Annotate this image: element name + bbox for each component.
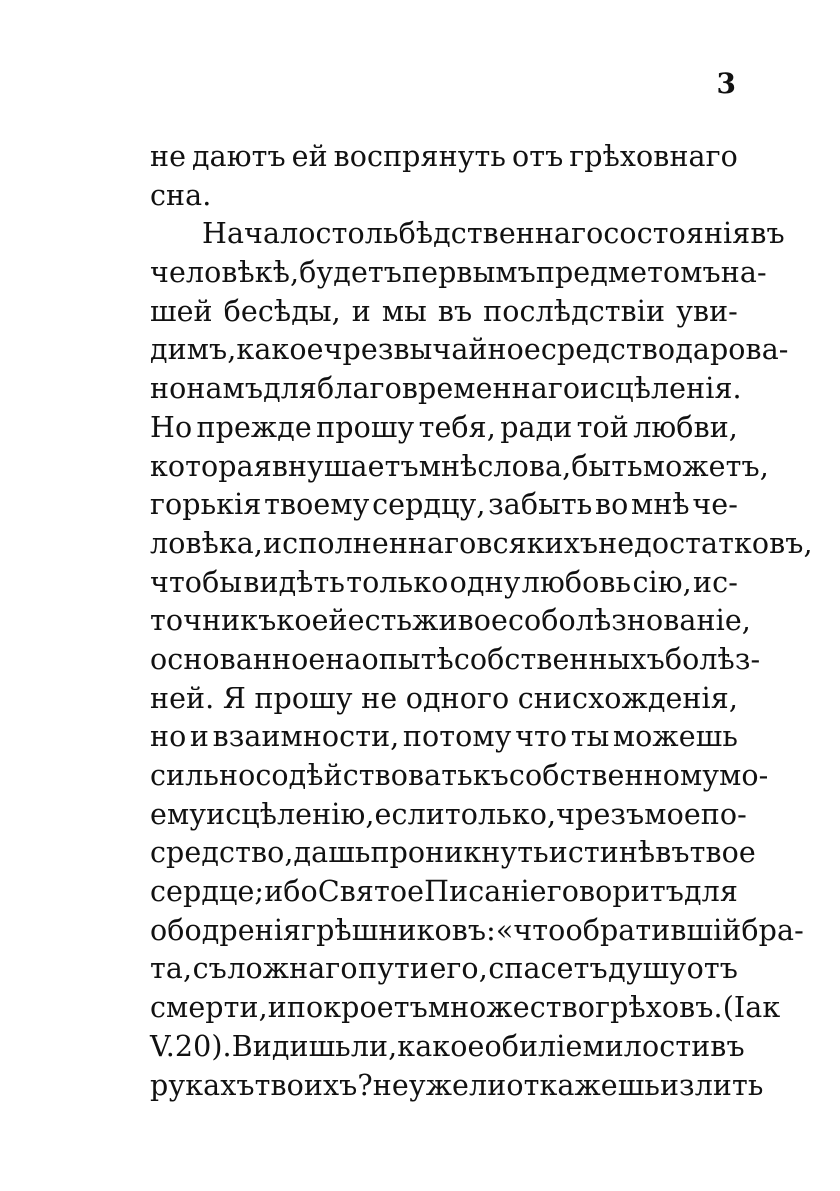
text-line: сильно содѣйствовать къ собственному мо-: [150, 759, 769, 792]
text-line: основанное на опытѣ собственныхъ болѣз-: [150, 642, 761, 676]
text-line: человѣкѣ, будетъ первымъ предметомъ на-: [150, 256, 767, 290]
text-line: Начало столь бѣдственнаго состоянія въ: [202, 217, 785, 251]
text-line: ободренія грѣшниковъ: «что обратившій бра-: [150, 913, 804, 947]
text-line: но и взаимности, потому что ты можешь: [150, 720, 738, 754]
text-line: ему исцѣленію, если только, чрезъ мое по-: [150, 797, 747, 831]
text-line: чтобы видѣть только одну любовь сію, ис-: [150, 565, 738, 599]
text-line: шей бесѣды, и мы въ послѣдствіи уви-: [150, 294, 738, 328]
text-line: та, съ ложнаго пути его, спасетъ душу отъ: [150, 952, 738, 986]
text-line: горькія твоему сердцу, забыть во мнѣ че-: [150, 488, 738, 522]
text-line: средство, дашь проникнуть истинѣ въ твое: [150, 836, 756, 870]
text-line: сердце; ибо Святое Писаніе говоритъ для: [150, 875, 738, 909]
text-line: которая внушаетъ мнѣ слова, быть можетъ,: [150, 449, 769, 483]
text-line: Но прежде прошу тебя, ради той любви,: [150, 410, 738, 444]
body-text: [150, 138, 813, 1105]
text-line: димъ, какое чрезвычайное средство дарова-: [150, 333, 789, 367]
text-line: рукахъ твоихъ? не уже ли откажешь излить: [150, 1068, 764, 1102]
paragraph: [150, 215, 813, 1105]
text-line: ней. Я прошу не одного снисхожденія,: [150, 681, 738, 715]
text-line: сна.: [150, 178, 212, 212]
text-line: не даютъ ей воспрянуть отъ грѣховнаго: [150, 140, 738, 173]
text-line: смерти, и покроетъ множество грѣховъ. (Іак: [150, 991, 781, 1025]
text-line: V. 20). Видишь ли, какое обиліе милости въ: [150, 1029, 745, 1063]
text-line: точникъ коей есть живое соболѣзнованіе,: [150, 604, 751, 638]
paragraph: [150, 138, 738, 215]
page-number: 3: [716, 67, 736, 100]
text-line: ловѣка, исполненнаго всякихъ недостатковъ,: [150, 526, 813, 560]
text-line: но намъ для благовременнаго исцѣленія.: [150, 372, 742, 406]
